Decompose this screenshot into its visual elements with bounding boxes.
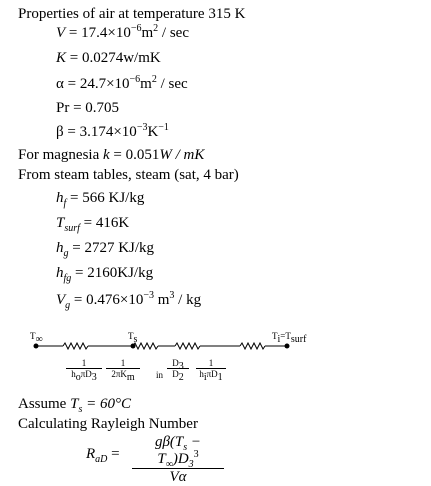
node-surface-label: $T_s$ xyxy=(128,331,138,345)
node-inner-label: $T_i=T_{surf}$ xyxy=(272,331,307,345)
diffusivity-line: $\alpha = 24.7\times 10^{-6}m^2 / \sec$ xyxy=(56,74,188,92)
viscosity-line: $V = 17.4\times 10^{-6}m^2 / \sec$ xyxy=(56,23,189,41)
beta-line: $\beta = 3.174\times 10^{-3}K^{-1}$ xyxy=(56,122,169,140)
conductivity-line: K = 0.0274w/mK xyxy=(56,50,161,66)
resistor-3-symbol xyxy=(175,343,200,349)
rayleigh-numerator: $g\beta(T_s - T_\infty)D_3^3$ xyxy=(132,434,224,469)
hg-line: $h_g = 2727$ KJ/kg xyxy=(56,240,155,259)
tsurf-line: $T_{surf} = 416K$ xyxy=(56,215,130,234)
magnesia-line: For magnesia k = 0.051W / mK xyxy=(18,147,205,163)
node-ambient-label: $T_\infty$ xyxy=(30,331,43,345)
rayleigh-fraction xyxy=(132,434,224,486)
hf-line: $h_f = 566$ KJ/kg xyxy=(56,190,145,209)
resistance-3-prefix: in xyxy=(156,370,164,380)
resistance-3-fraction: $\frac{D_3}{D_2}$ xyxy=(167,358,189,379)
assume-line: Assume $T_s = 60^\circ C$ xyxy=(18,396,131,415)
prandtl-line: Pr = 0.705 xyxy=(56,100,120,116)
rayleigh-heading: Calculating Rayleigh Number xyxy=(18,416,198,432)
rayleigh-lhs: $R_{aD}$ = xyxy=(86,446,120,465)
resistor-4-symbol xyxy=(240,343,265,349)
rayleigh-denominator: Vα xyxy=(169,469,187,485)
resistance-1-fraction: 1 $h_o\pi D_3$ xyxy=(66,358,102,379)
hfg-line: $h_{fg} = 2160KJ/kg$ xyxy=(56,265,154,284)
steam-heading: From steam tables, steam (sat, 4 bar) xyxy=(18,167,239,183)
properties-heading: Properties of air at temperature 315 K xyxy=(18,6,246,22)
resistance-4-fraction: 1 $h_i\pi D_1$ xyxy=(196,358,226,379)
resistance-2-fraction: 1 $2\pi K_m$ xyxy=(106,358,140,379)
vg-line: $V_g = 0.476\times 10^{-3}$ $m^3$ / kg xyxy=(56,290,202,311)
resistor-1-symbol xyxy=(63,343,88,349)
